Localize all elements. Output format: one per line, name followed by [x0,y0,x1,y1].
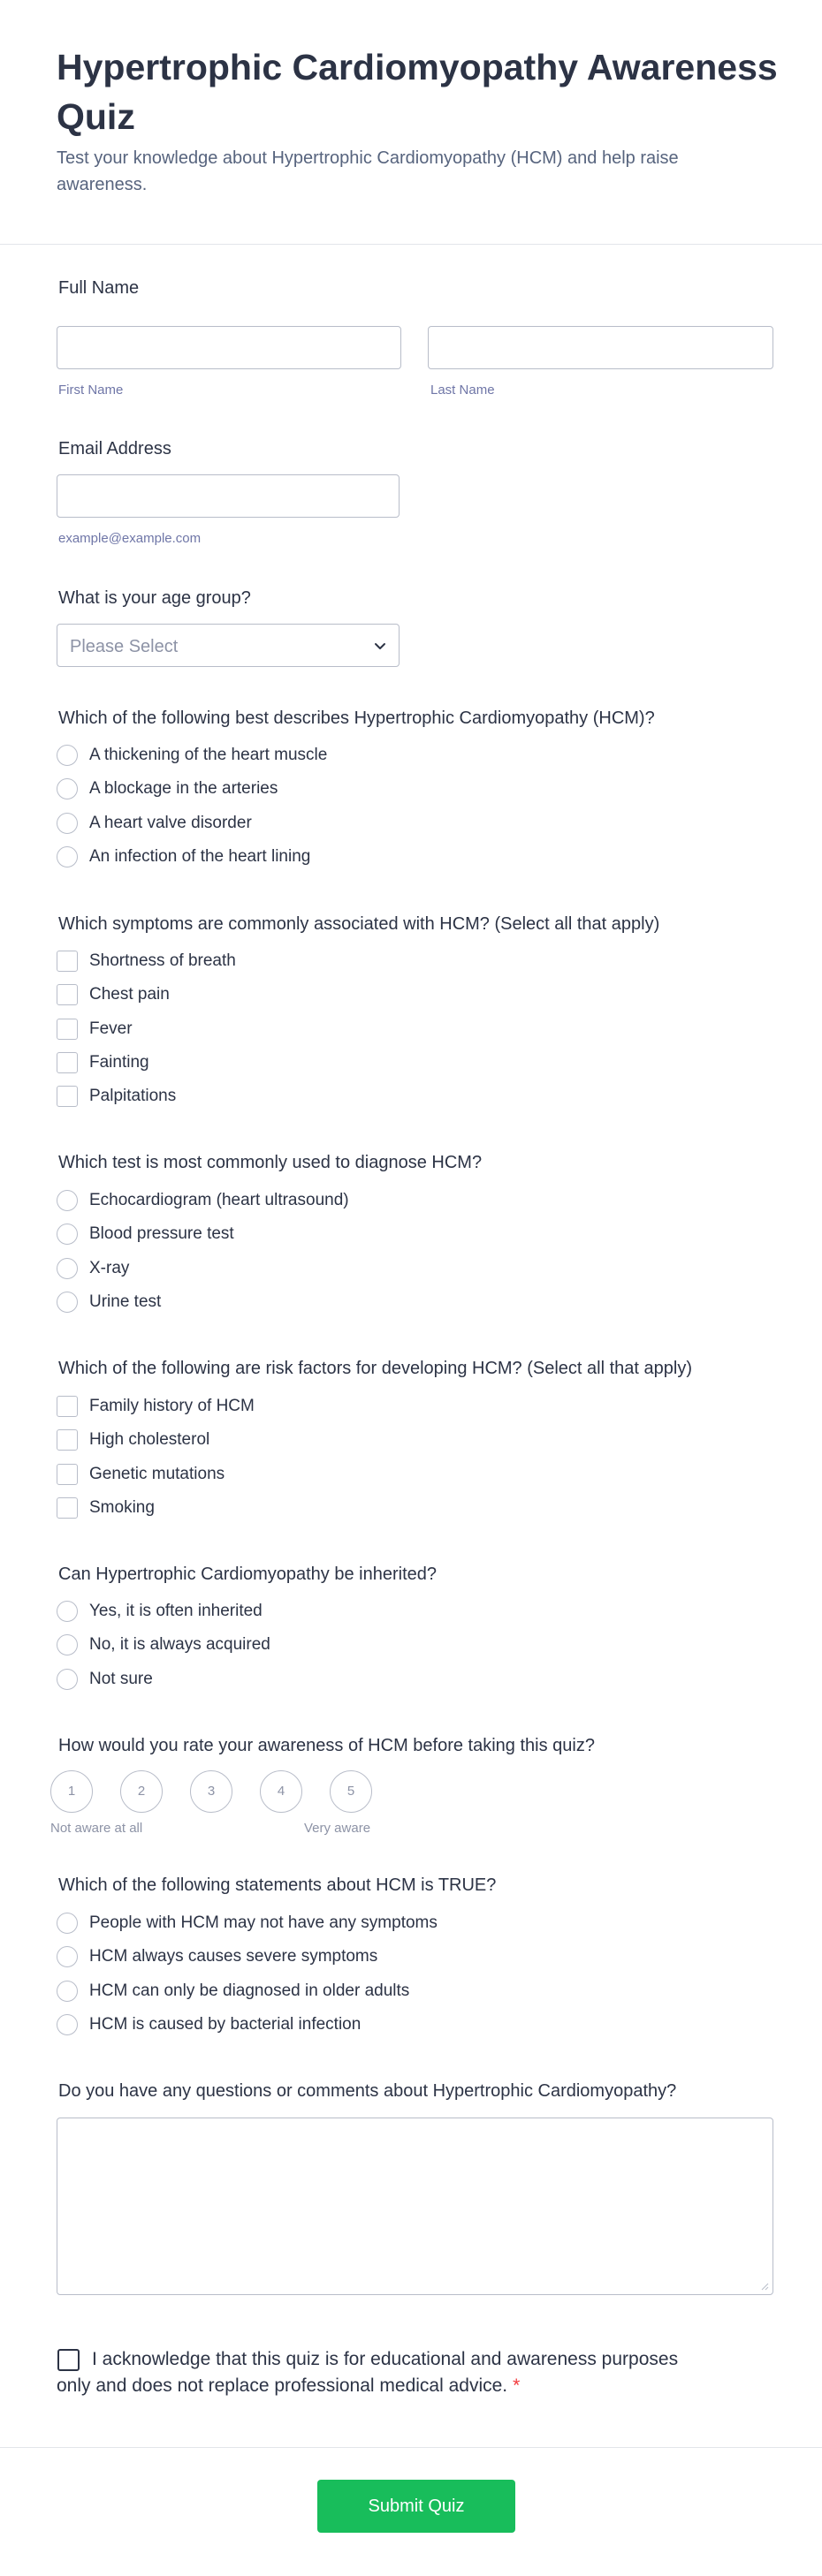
last-name-sublabel: Last Name [430,383,495,398]
rating-option-3[interactable]: 3 [190,1770,232,1813]
checkbox[interactable] [57,1086,78,1107]
checkbox[interactable] [57,1019,78,1040]
page-subtitle: Test your knowledge about Hypertrophic Cardiomyopathy (HCM) and help raise awareness. [57,148,679,194]
true-statement-question-label: Which of the following statements about HCM is TRUE? [58,1875,497,1895]
comments-textarea[interactable] [57,2118,773,2295]
radio-button[interactable] [57,1913,78,1934]
radio-button[interactable] [57,1669,78,1690]
comments-label: Do you have any questions or comments about Hypertrophic Cardiomyopathy? [58,2081,677,2101]
rating-low-label: Not aware at all [50,1821,143,1836]
checkbox[interactable] [57,1429,78,1451]
symptoms-question-label: Which symptoms are commonly associated with HCM? (Select all that apply) [58,914,660,934]
rating-option-5[interactable]: 5 [330,1770,372,1813]
email-label: Email Address [58,439,171,458]
checkbox[interactable] [57,951,78,972]
age-group-label: What is your age group? [58,588,251,608]
checkbox[interactable] [57,1497,78,1519]
checkbox[interactable] [57,1052,78,1073]
radio-button[interactable] [57,1224,78,1245]
checkbox[interactable] [57,1464,78,1485]
acknowledge-label [57,2346,711,2399]
risk-question-label: Which of the following are risk factors for developing HCM? (Select all that apply) [58,1359,692,1378]
rating-option-2[interactable]: 2 [120,1770,163,1813]
form-header [0,0,822,245]
first-name-sublabel: First Name [58,383,124,398]
page-title: Hypertrophic Cardiomyopathy Awareness Quiz [57,47,778,137]
test-question-label: Which test is most commonly used to diagnose HCM? [58,1153,483,1172]
email-hint: example@example.com [58,531,202,546]
radio-button[interactable] [57,1946,78,1967]
radio-button[interactable] [57,813,78,834]
rating-question-label: How would you rate your awareness of HCM before taking this quiz? [58,1736,595,1755]
required-asterisk: * [513,2375,521,2396]
radio-button[interactable] [57,1258,78,1279]
radio-button[interactable] [57,1981,78,2002]
full-name-label: Full Name [58,278,140,298]
age-group-selected: Please Select [70,637,179,656]
definition-question-label: Which of the following best describes Hypertrophic Cardiomyopathy (HCM)? [58,708,655,728]
radio-button[interactable] [57,778,78,799]
rating-high-label: Very aware [304,1821,371,1836]
radio-button[interactable] [57,846,78,868]
radio-button[interactable] [57,1190,78,1211]
checkbox[interactable] [57,1396,78,1417]
age-group-select[interactable] [57,624,400,667]
chevron-down-icon [372,638,388,654]
resize-grip-icon[interactable] [760,2282,769,2291]
rating-option-1[interactable]: 1 [50,1770,93,1813]
email-input[interactable] [57,474,400,518]
radio-button[interactable] [57,1634,78,1655]
submit-quiz-button[interactable]: Submit Quiz [317,2480,515,2533]
radio-button[interactable] [57,1601,78,1622]
last-name-input[interactable] [428,326,773,369]
rating-option-4[interactable]: 4 [260,1770,302,1813]
inherited-question-label: Can Hypertrophic Cardiomyopathy be inherited? [58,1565,438,1584]
radio-button[interactable] [57,1292,78,1313]
radio-button[interactable] [57,745,78,766]
first-name-input[interactable] [57,326,401,369]
radio-button[interactable] [57,2014,78,2035]
acknowledge-text: I acknowledge that this quiz is for educational and awareness purposes only and does not replace professional medical advice. [57,2349,679,2396]
checkbox[interactable] [57,984,78,1005]
